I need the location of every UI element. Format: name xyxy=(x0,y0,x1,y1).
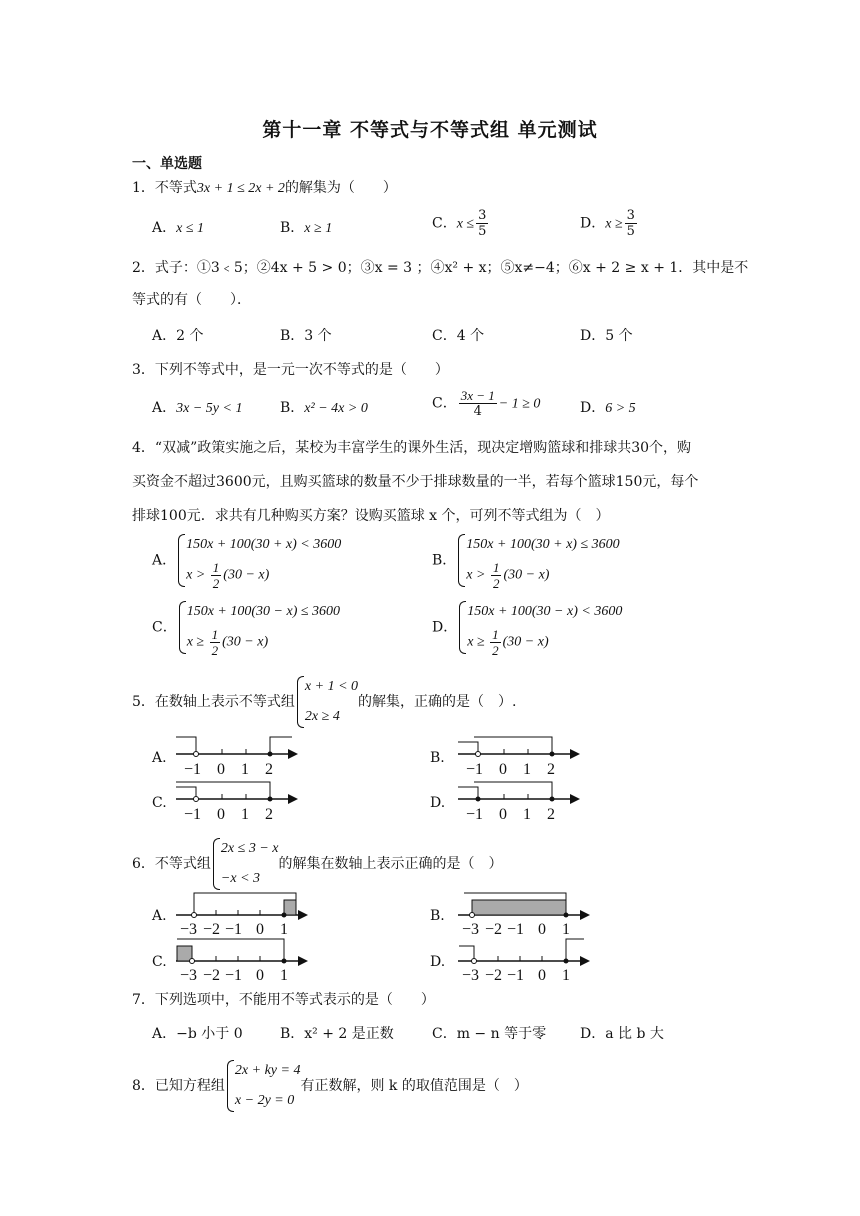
tick-label: −2 xyxy=(203,921,221,936)
tick-label: −1 xyxy=(184,761,202,778)
tick-label: 1 xyxy=(280,921,288,936)
tick-label: 2 xyxy=(265,761,273,778)
tick-label: −2 xyxy=(485,967,503,982)
tick-label: −1 xyxy=(225,967,243,982)
q6-numberline-d[interactable] xyxy=(456,936,592,982)
tick-label: −3 xyxy=(462,967,480,982)
tick-label: −2 xyxy=(203,967,221,982)
q4-option-b[interactable]: B． 150x + 100(30 + x) ≤ 3600 x > $\frac{1}{2}$ (30 − x) xyxy=(432,530,620,591)
tick-label: −1 xyxy=(225,921,243,936)
q5-numberline-c[interactable] xyxy=(174,777,300,823)
question-7-stem: 7．下列选项中，不能用不等式表示的是（ ） xyxy=(132,992,435,1008)
q3-option-a[interactable]: A．3x − 5y < 1 xyxy=(152,400,243,416)
question-3-stem: 3．下列不等式中，是一元一次不等式的是（ ） xyxy=(132,362,449,378)
q4-option-d[interactable]: D． 150x + 100(30 − x) < 3600 x ≥ $\frac{1}{2}$ (30 − x) xyxy=(432,597,622,658)
q3-option-d[interactable]: D．6 > 5 xyxy=(580,400,636,416)
q2-option-a[interactable]: A．2 个 xyxy=(152,328,204,344)
tick-label: −1 xyxy=(507,967,525,982)
tick-label: −3 xyxy=(462,921,480,936)
q3-option-c[interactable]: C． $\frac{3x - 1}{4}$ − 1 ≥ 0 xyxy=(432,388,541,419)
tick-label: −1 xyxy=(466,761,484,778)
tick-label: −3 xyxy=(180,967,198,982)
q6-label-c[interactable]: C. xyxy=(152,954,167,970)
tick-label: 0 xyxy=(217,806,225,823)
q7-option-b[interactable]: B．x² + 2 是正数 xyxy=(280,1026,394,1042)
q4-option-c[interactable]: C． 150x + 100(30 − x) ≤ 3600 x ≥ $\frac{1}{2}$ (30 − x) xyxy=(152,597,340,658)
q5-numberline-a[interactable] xyxy=(174,732,300,778)
tick-label: 1 xyxy=(241,806,249,823)
question-6-stem: 6．不等式组 2x ≤ 3 − x −x < 3 的解集在数轴上表示正确的是（ ） xyxy=(132,834,502,894)
tick-label: 2 xyxy=(547,761,555,778)
q7-option-c[interactable]: C．m − n 等于零 xyxy=(432,1026,547,1042)
tick-label: −1 xyxy=(466,806,484,823)
tick-label: 0 xyxy=(538,967,546,982)
q6-numberline-c[interactable] xyxy=(174,936,310,982)
question-2-line-2: 等式的有（ ）． xyxy=(132,292,251,308)
tick-label: 1 xyxy=(523,761,531,778)
q1-option-d[interactable]: D．x ≥ $\frac{3}{5}$ xyxy=(580,208,635,239)
tick-label: 0 xyxy=(499,806,507,823)
q5-label-a[interactable]: A. xyxy=(152,750,167,766)
tick-label: 1 xyxy=(562,921,570,936)
q5-numberline-d[interactable] xyxy=(456,777,582,823)
q4-option-a[interactable]: A． 150x + 100(30 + x) < 3600 x > $\frac{1}{2}$ (30 − x) xyxy=(152,530,341,591)
q5-label-b[interactable]: B. xyxy=(430,750,445,766)
q2-option-c[interactable]: C．4 个 xyxy=(432,328,485,344)
q6-label-b[interactable]: B. xyxy=(430,908,445,924)
question-4-line-3: 排球100元．求共有几种购买方案？设购买篮球 x 个，可列不等式组为（ ） xyxy=(132,508,610,524)
tick-label: 2 xyxy=(265,806,273,823)
question-4-line-2: 买资金不超过3600元，且购买篮球的数量不少于排球数量的一半，若每个篮球150元，每个 xyxy=(132,474,699,490)
tick-label: 0 xyxy=(256,921,264,936)
q2-option-b[interactable]: B．3 个 xyxy=(280,328,332,344)
tick-label: 0 xyxy=(499,761,507,778)
question-8-stem: 8．已知方程组 2x + ky = 4 x − 2y = 0 有正数解，则 k 的取值范围是（ ） xyxy=(132,1056,528,1116)
tick-label: 1 xyxy=(523,806,531,823)
q6-label-d[interactable]: D. xyxy=(430,954,446,970)
question-5-stem: 5．在数轴上表示不等式组 x + 1 < 0 2x ≥ 4 的解集，正确的是（ ）. xyxy=(132,672,516,732)
tick-label: −1 xyxy=(507,921,525,936)
q6-numberline-a[interactable] xyxy=(174,890,310,936)
page-title: 第十一章 不等式与不等式组 单元测试 xyxy=(262,119,598,141)
tick-label: 0 xyxy=(256,967,264,982)
q5-numberline-b[interactable] xyxy=(456,732,582,778)
tick-label: −3 xyxy=(180,921,198,936)
q2-option-d[interactable]: D．5 个 xyxy=(580,328,633,344)
question-4-line-1: 4．“双减”政策实施之后，某校为丰富学生的课外生活，现决定增购篮球和排球共30个，购 xyxy=(132,440,692,456)
q5-label-d[interactable]: D. xyxy=(430,795,446,811)
q1-option-c[interactable]: C．x ≤ $\frac{3}{5}$ xyxy=(432,208,487,239)
section-heading: 一、单选题 xyxy=(132,156,202,172)
q6-label-a[interactable]: A. xyxy=(152,908,167,924)
question-2-line-1: 2．式子：①3﹤5；②4x + 5 > 0；③x = 3 ；④x² + x；⑤x≠−4；⑥x + 2 ≥ x + 1．其中是不 xyxy=(132,260,749,276)
tick-label: −2 xyxy=(485,921,503,936)
tick-label: 2 xyxy=(547,806,555,823)
q1-option-b[interactable]: B．x ≥ 1 xyxy=(280,220,333,236)
q7-option-a[interactable]: A．−b 小于 0 xyxy=(152,1026,243,1042)
tick-label: 1 xyxy=(280,967,288,982)
q6-numberline-b[interactable] xyxy=(456,890,592,936)
tick-label: 0 xyxy=(538,921,546,936)
q1-option-a[interactable]: A．x ≤ 1 xyxy=(152,220,205,236)
tick-label: 0 xyxy=(217,761,225,778)
q5-label-c[interactable]: C. xyxy=(152,795,167,811)
tick-label: 1 xyxy=(562,967,570,982)
tick-label: −1 xyxy=(184,806,202,823)
q7-option-d[interactable]: D．a 比 b 大 xyxy=(580,1026,664,1042)
question-1-stem: 1．不等式3x + 1 ≤ 2x + 2的解集为（ ） xyxy=(132,180,397,196)
q3-option-b[interactable]: B．x² − 4x > 0 xyxy=(280,400,368,416)
tick-label: 1 xyxy=(241,761,249,778)
